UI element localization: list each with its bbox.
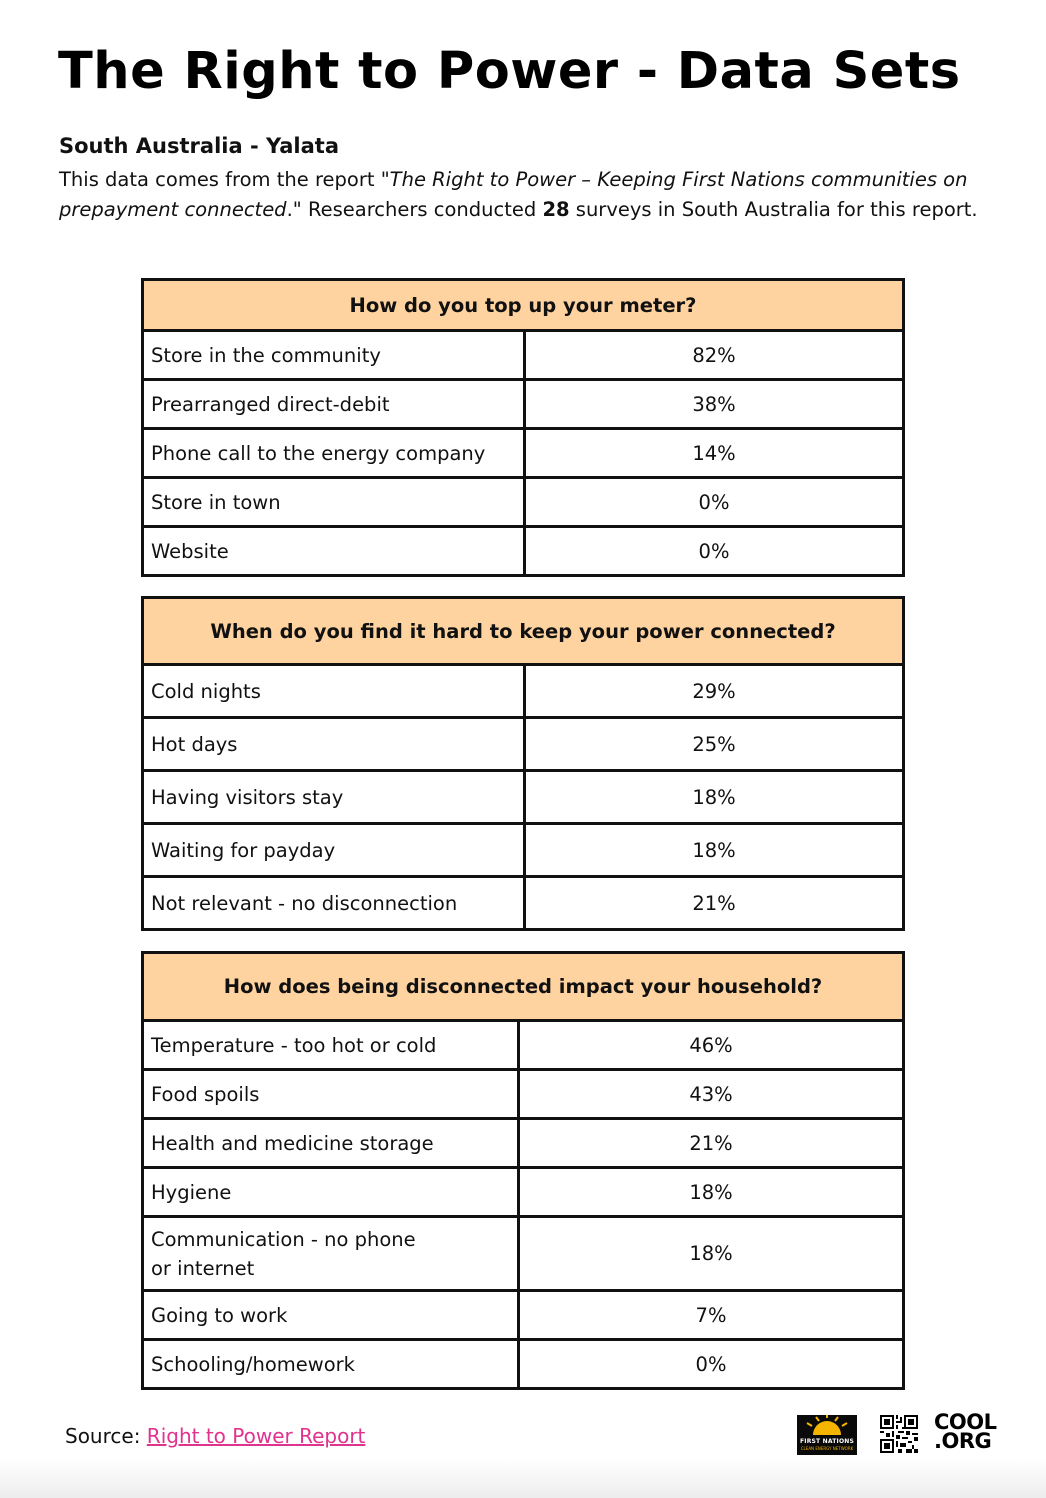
row-value: 18% [525, 824, 904, 877]
row-label: Hygiene [143, 1168, 519, 1217]
row-value: 7% [519, 1291, 904, 1340]
row-value: 46% [519, 1021, 904, 1070]
table-header: How does being disconnected impact your household? [143, 953, 904, 1021]
row-label: Store in the community [143, 331, 525, 380]
table-row [143, 380, 904, 429]
row-label: Store in town [143, 478, 525, 527]
table-row [143, 478, 904, 527]
table-row [143, 1340, 904, 1389]
intro-text-1: This data comes from the report " [59, 168, 390, 191]
first-nations-logo-text: FIRST NATIONS [799, 1438, 855, 1445]
row-value: 0% [525, 478, 904, 527]
intro-text-2: ." Researchers conducted [286, 198, 543, 221]
row-value: 25% [525, 718, 904, 771]
intro-text-3: surveys in South Australia for this report. [569, 198, 978, 221]
row-label: Health and medicine storage [143, 1119, 519, 1168]
row-value: 18% [519, 1217, 904, 1291]
table-row [143, 718, 904, 771]
row-label: Cold nights [143, 665, 525, 718]
row-label: Going to work [143, 1291, 519, 1340]
table-row [143, 1217, 904, 1291]
intro-paragraph [59, 165, 1009, 225]
sun-icon [797, 1415, 857, 1439]
cool-org-logo [934, 1410, 997, 1453]
row-value: 43% [519, 1070, 904, 1119]
table-header: When do you find it hard to keep your power connected? [143, 598, 904, 665]
hard-to-stay-connected-table [141, 596, 905, 931]
row-value: 0% [525, 527, 904, 576]
row-value: 21% [525, 877, 904, 930]
table-header: How do you top up your meter? [143, 280, 904, 331]
row-label: Temperature - too hot or cold [143, 1021, 519, 1070]
table-row [143, 1119, 904, 1168]
top-up-table [141, 278, 905, 577]
table-row [143, 1168, 904, 1217]
row-value: 21% [519, 1119, 904, 1168]
table-row [143, 1021, 904, 1070]
cool-logo-line1: COOL [934, 1410, 997, 1434]
source-link[interactable]: Right to Power Report [146, 1424, 366, 1448]
row-label: Prearranged direct-debit [143, 380, 525, 429]
row-value: 14% [525, 429, 904, 478]
disconnection-impact-table [141, 951, 905, 1390]
row-value: 29% [525, 665, 904, 718]
page-bottom-shadow [0, 1458, 1046, 1498]
row-label: Communication - no phone or internet [143, 1217, 519, 1291]
table-row [143, 877, 904, 930]
qr-code-icon [880, 1415, 918, 1453]
row-label: Website [143, 527, 525, 576]
cool-logo-line2: .ORG [934, 1429, 992, 1453]
table-row [143, 665, 904, 718]
row-value: 82% [525, 331, 904, 380]
survey-count: 28 [542, 198, 570, 221]
source-label: Source: [65, 1424, 147, 1448]
table-row [143, 771, 904, 824]
row-label: Food spoils [143, 1070, 519, 1119]
row-value: 18% [519, 1168, 904, 1217]
report-title: The Right to Power – Keeping First Nations communities on prepayment connected [59, 168, 968, 221]
table-row [143, 1291, 904, 1340]
row-value: 38% [525, 380, 904, 429]
row-label: Hot days [143, 718, 525, 771]
row-label: Not relevant - no disconnection [143, 877, 525, 930]
row-label: Having visitors stay [143, 771, 525, 824]
row-label: Waiting for payday [143, 824, 525, 877]
source-footer [65, 1424, 365, 1448]
row-value: 0% [519, 1340, 904, 1389]
table-row [143, 331, 904, 380]
location-subtitle: South Australia - Yalata [59, 134, 340, 158]
table-row [143, 429, 904, 478]
row-label: Phone call to the energy company [143, 429, 525, 478]
row-value: 18% [525, 771, 904, 824]
table-row [143, 1070, 904, 1119]
table-row [143, 527, 904, 576]
table-row [143, 824, 904, 877]
page-title: The Right to Power - Data Sets [58, 42, 961, 101]
first-nations-logo-subtext: CLEAN ENERGY NETWORK [800, 1446, 854, 1451]
first-nations-logo [797, 1415, 857, 1455]
row-label: Schooling/homework [143, 1340, 519, 1389]
